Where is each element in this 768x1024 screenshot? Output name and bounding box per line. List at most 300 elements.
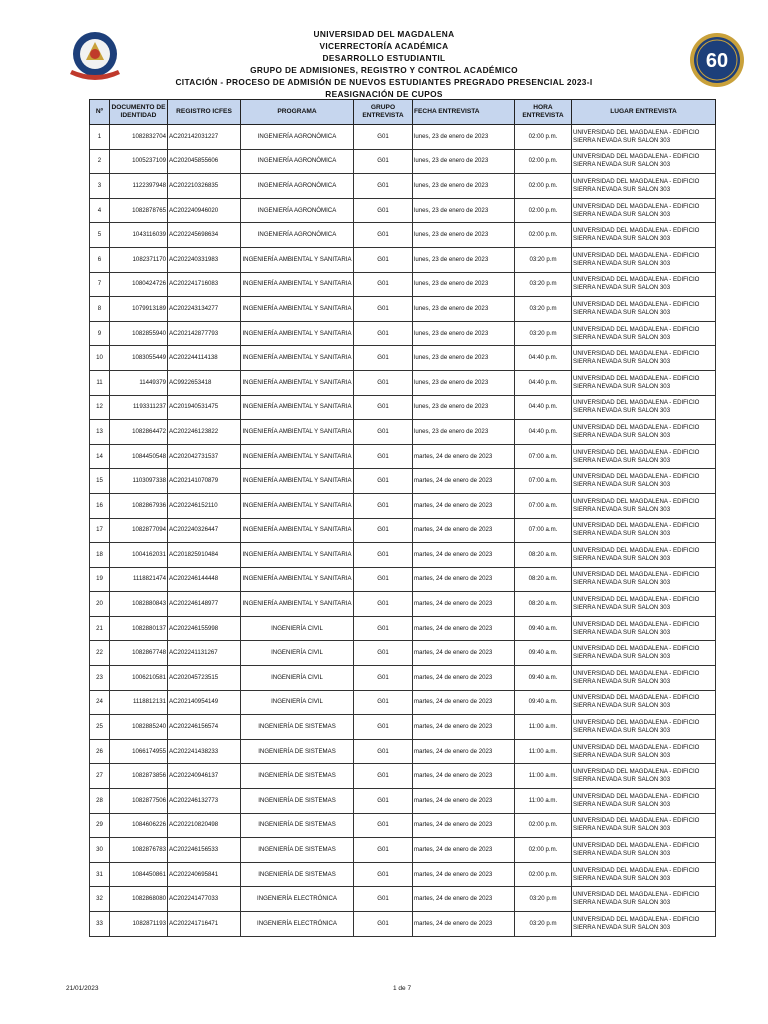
row-fecha: martes, 24 de enero de 2023 xyxy=(413,739,515,764)
row-lugar: UNIVERSIDAD DEL MAGDALENA - EDIFICIO SIERRA NEVADA SUR SALON 303 xyxy=(572,247,716,272)
row-documento: 1193311237 xyxy=(110,395,168,420)
row-number: 14 xyxy=(90,444,110,469)
table-row xyxy=(90,346,716,371)
row-number: 12 xyxy=(90,395,110,420)
row-documento: 1082880137 xyxy=(110,616,168,641)
row-hora: 02:00 p.m. xyxy=(515,125,572,150)
row-programa: INGENIERÍA AMBIENTAL Y SANITARIA xyxy=(241,518,354,543)
row-lugar: UNIVERSIDAD DEL MAGDALENA - EDIFICIO SIERRA NEVADA SUR SALON 303 xyxy=(572,125,716,150)
row-hora: 02:00 p.m. xyxy=(515,223,572,248)
row-fecha: martes, 24 de enero de 2023 xyxy=(413,789,515,814)
row-documento: 1118812131 xyxy=(110,690,168,715)
table-row xyxy=(90,149,716,174)
header-vicerrectoria: VICERRECTORÍA ACADÉMICA xyxy=(319,41,449,51)
row-programa: INGENIERÍA AGRONÓMICA xyxy=(241,149,354,174)
row-number: 33 xyxy=(90,912,110,937)
table-row xyxy=(90,444,716,469)
row-programa: INGENIERÍA CIVIL xyxy=(241,616,354,641)
row-registro: AC202142031227 xyxy=(168,125,241,150)
row-hora: 04:40 p.m. xyxy=(515,420,572,445)
row-registro: AC201940531475 xyxy=(168,395,241,420)
row-grupo: G01 xyxy=(354,789,413,814)
row-documento: 1082867748 xyxy=(110,641,168,666)
row-grupo: G01 xyxy=(354,518,413,543)
table-row xyxy=(90,543,716,568)
row-hora: 02:00 p.m. xyxy=(515,149,572,174)
row-registro: AC202210326835 xyxy=(168,174,241,199)
row-hora: 03:20 p.m xyxy=(515,912,572,937)
row-grupo: G01 xyxy=(354,543,413,568)
row-programa: INGENIERÍA DE SISTEMAS xyxy=(241,764,354,789)
table-body xyxy=(90,125,716,937)
row-number: 15 xyxy=(90,469,110,494)
row-lugar: UNIVERSIDAD DEL MAGDALENA - EDIFICIO SIERRA NEVADA SUR SALON 303 xyxy=(572,543,716,568)
row-hora: 04:40 p.m. xyxy=(515,346,572,371)
row-fecha: lunes, 23 de enero de 2023 xyxy=(413,125,515,150)
row-fecha: lunes, 23 de enero de 2023 xyxy=(413,370,515,395)
row-programa: INGENIERÍA AMBIENTAL Y SANITARIA xyxy=(241,469,354,494)
col-header-grupo: GRUPO ENTREVISTA xyxy=(354,100,413,125)
row-lugar: UNIVERSIDAD DEL MAGDALENA - EDIFICIO SIERRA NEVADA SUR SALON 303 xyxy=(572,420,716,445)
row-documento: 1066174955 xyxy=(110,739,168,764)
row-number: 9 xyxy=(90,321,110,346)
table-row xyxy=(90,862,716,887)
row-hora: 09:40 a.m. xyxy=(515,616,572,641)
row-documento: 1082876783 xyxy=(110,838,168,863)
row-number: 1 xyxy=(90,125,110,150)
row-lugar: UNIVERSIDAD DEL MAGDALENA - EDIFICIO SIERRA NEVADA SUR SALON 303 xyxy=(572,764,716,789)
row-registro: AC202241477033 xyxy=(168,887,241,912)
table-row xyxy=(90,297,716,322)
col-header-lugar: LUGAR ENTREVISTA xyxy=(572,100,716,125)
row-hora: 09:40 a.m. xyxy=(515,666,572,691)
row-number: 23 xyxy=(90,666,110,691)
row-grupo: G01 xyxy=(354,297,413,322)
row-fecha: martes, 24 de enero de 2023 xyxy=(413,616,515,641)
row-fecha: lunes, 23 de enero de 2023 xyxy=(413,272,515,297)
table-row xyxy=(90,789,716,814)
row-lugar: UNIVERSIDAD DEL MAGDALENA - EDIFICIO SIERRA NEVADA SUR SALON 303 xyxy=(572,321,716,346)
row-documento: 1082877094 xyxy=(110,518,168,543)
col-header-hora: HORA ENTREVISTA xyxy=(515,100,572,125)
table-row xyxy=(90,912,716,937)
table-row xyxy=(90,247,716,272)
row-fecha: lunes, 23 de enero de 2023 xyxy=(413,174,515,199)
row-lugar: UNIVERSIDAD DEL MAGDALENA - EDIFICIO SIERRA NEVADA SUR SALON 303 xyxy=(572,739,716,764)
row-registro: AC202246132773 xyxy=(168,789,241,814)
row-hora: 02:00 p.m. xyxy=(515,838,572,863)
row-lugar: UNIVERSIDAD DEL MAGDALENA - EDIFICIO SIERRA NEVADA SUR SALON 303 xyxy=(572,616,716,641)
row-hora: 11:00 a.m. xyxy=(515,789,572,814)
row-lugar: UNIVERSIDAD DEL MAGDALENA - EDIFICIO SIERRA NEVADA SUR SALON 303 xyxy=(572,272,716,297)
row-programa: INGENIERÍA DE SISTEMAS xyxy=(241,862,354,887)
row-programa: INGENIERÍA CIVIL xyxy=(241,690,354,715)
row-grupo: G01 xyxy=(354,493,413,518)
row-documento: 1005237109 xyxy=(110,149,168,174)
row-hora: 02:00 p.m. xyxy=(515,862,572,887)
row-lugar: UNIVERSIDAD DEL MAGDALENA - EDIFICIO SIERRA NEVADA SUR SALON 303 xyxy=(572,567,716,592)
row-grupo: G01 xyxy=(354,912,413,937)
row-fecha: lunes, 23 de enero de 2023 xyxy=(413,395,515,420)
row-fecha: martes, 24 de enero de 2023 xyxy=(413,444,515,469)
row-lugar: UNIVERSIDAD DEL MAGDALENA - EDIFICIO SIERRA NEVADA SUR SALON 303 xyxy=(572,149,716,174)
row-grupo: G01 xyxy=(354,567,413,592)
row-programa: INGENIERÍA AMBIENTAL Y SANITARIA xyxy=(241,567,354,592)
row-number: 10 xyxy=(90,346,110,371)
row-registro: AC202241716083 xyxy=(168,272,241,297)
footer-date: 21/01/2023 xyxy=(66,985,99,992)
row-grupo: G01 xyxy=(354,469,413,494)
row-registro: AC9922653418 xyxy=(168,370,241,395)
row-documento: 11449379 xyxy=(110,370,168,395)
header-reasignacion: REASIGNACIÓN DE CUPOS xyxy=(325,89,443,99)
row-number: 31 xyxy=(90,862,110,887)
row-lugar: UNIVERSIDAD DEL MAGDALENA - EDIFICIO SIERRA NEVADA SUR SALON 303 xyxy=(572,715,716,740)
row-registro: AC202240695841 xyxy=(168,862,241,887)
row-programa: INGENIERÍA AMBIENTAL Y SANITARIA xyxy=(241,272,354,297)
row-lugar: UNIVERSIDAD DEL MAGDALENA - EDIFICIO SIERRA NEVADA SUR SALON 303 xyxy=(572,690,716,715)
row-registro: AC202246152110 xyxy=(168,493,241,518)
table-row xyxy=(90,690,716,715)
col-header-numero: Nº xyxy=(90,100,110,125)
row-number: 28 xyxy=(90,789,110,814)
row-documento: 1082871193 xyxy=(110,912,168,937)
row-fecha: martes, 24 de enero de 2023 xyxy=(413,887,515,912)
row-programa: INGENIERÍA AGRONÓMICA xyxy=(241,174,354,199)
row-grupo: G01 xyxy=(354,862,413,887)
row-fecha: martes, 24 de enero de 2023 xyxy=(413,567,515,592)
row-number: 21 xyxy=(90,616,110,641)
row-programa: INGENIERÍA AGRONÓMICA xyxy=(241,125,354,150)
row-lugar: UNIVERSIDAD DEL MAGDALENA - EDIFICIO SIERRA NEVADA SUR SALON 303 xyxy=(572,174,716,199)
row-lugar: UNIVERSIDAD DEL MAGDALENA - EDIFICIO SIERRA NEVADA SUR SALON 303 xyxy=(572,862,716,887)
row-grupo: G01 xyxy=(354,592,413,617)
row-hora: 07:00 a.m. xyxy=(515,444,572,469)
table-row xyxy=(90,174,716,199)
row-registro: AC202141070879 xyxy=(168,469,241,494)
header-university: UNIVERSIDAD DEL MAGDALENA xyxy=(313,29,455,39)
row-hora: 03:20 p.m xyxy=(515,887,572,912)
row-programa: INGENIERÍA DE SISTEMAS xyxy=(241,789,354,814)
col-header-programa: PROGRAMA xyxy=(241,100,354,125)
row-programa: INGENIERÍA DE SISTEMAS xyxy=(241,813,354,838)
row-fecha: martes, 24 de enero de 2023 xyxy=(413,641,515,666)
row-grupo: G01 xyxy=(354,174,413,199)
row-hora: 02:00 p.m. xyxy=(515,174,572,199)
col-header-documento: DOCUMENTO DE IDENTIDAD xyxy=(110,100,168,125)
table-row xyxy=(90,370,716,395)
row-registro: AC202240331983 xyxy=(168,247,241,272)
row-fecha: lunes, 23 de enero de 2023 xyxy=(413,198,515,223)
row-fecha: lunes, 23 de enero de 2023 xyxy=(413,297,515,322)
row-documento: 1103097338 xyxy=(110,469,168,494)
row-grupo: G01 xyxy=(354,125,413,150)
row-lugar: UNIVERSIDAD DEL MAGDALENA - EDIFICIO SIERRA NEVADA SUR SALON 303 xyxy=(572,838,716,863)
row-programa: INGENIERÍA DE SISTEMAS xyxy=(241,715,354,740)
row-lugar: UNIVERSIDAD DEL MAGDALENA - EDIFICIO SIERRA NEVADA SUR SALON 303 xyxy=(572,444,716,469)
row-documento: 1082868080 xyxy=(110,887,168,912)
row-documento: 1006210581 xyxy=(110,666,168,691)
row-grupo: G01 xyxy=(354,370,413,395)
row-lugar: UNIVERSIDAD DEL MAGDALENA - EDIFICIO SIERRA NEVADA SUR SALON 303 xyxy=(572,297,716,322)
row-documento: 1118821474 xyxy=(110,567,168,592)
row-number: 4 xyxy=(90,198,110,223)
table-row xyxy=(90,469,716,494)
row-fecha: martes, 24 de enero de 2023 xyxy=(413,764,515,789)
row-registro: AC202140954149 xyxy=(168,690,241,715)
row-documento: 1082880843 xyxy=(110,592,168,617)
row-grupo: G01 xyxy=(354,739,413,764)
row-grupo: G01 xyxy=(354,715,413,740)
row-registro: AC201825910484 xyxy=(168,543,241,568)
row-documento: 1084450861 xyxy=(110,862,168,887)
row-number: 16 xyxy=(90,493,110,518)
table-row xyxy=(90,592,716,617)
table-row xyxy=(90,641,716,666)
row-lugar: UNIVERSIDAD DEL MAGDALENA - EDIFICIO SIERRA NEVADA SUR SALON 303 xyxy=(572,370,716,395)
row-fecha: martes, 24 de enero de 2023 xyxy=(413,518,515,543)
header-grupo: GRUPO DE ADMISIONES, REGISTRO Y CONTROL ACADÉMICO xyxy=(250,65,518,75)
row-hora: 07:00 a.m. xyxy=(515,469,572,494)
row-number: 13 xyxy=(90,420,110,445)
row-programa: INGENIERÍA AMBIENTAL Y SANITARIA xyxy=(241,370,354,395)
row-hora: 11:00 a.m. xyxy=(515,715,572,740)
row-fecha: martes, 24 de enero de 2023 xyxy=(413,862,515,887)
row-lugar: UNIVERSIDAD DEL MAGDALENA - EDIFICIO SIERRA NEVADA SUR SALON 303 xyxy=(572,395,716,420)
row-grupo: G01 xyxy=(354,887,413,912)
row-registro: AC202045723515 xyxy=(168,666,241,691)
row-hora: 03:20 p.m xyxy=(515,321,572,346)
row-fecha: martes, 24 de enero de 2023 xyxy=(413,690,515,715)
row-hora: 03:20 p.m xyxy=(515,297,572,322)
row-registro: AC202246144448 xyxy=(168,567,241,592)
row-lugar: UNIVERSIDAD DEL MAGDALENA - EDIFICIO SIERRA NEVADA SUR SALON 303 xyxy=(572,641,716,666)
row-number: 20 xyxy=(90,592,110,617)
row-grupo: G01 xyxy=(354,838,413,863)
row-programa: INGENIERÍA AMBIENTAL Y SANITARIA xyxy=(241,395,354,420)
table-row xyxy=(90,764,716,789)
row-number: 29 xyxy=(90,813,110,838)
row-programa: INGENIERÍA AMBIENTAL Y SANITARIA xyxy=(241,346,354,371)
row-registro: AC202210820498 xyxy=(168,813,241,838)
row-grupo: G01 xyxy=(354,247,413,272)
footer-page-number: 1 de 7 xyxy=(393,985,412,992)
header-citacion: CITACIÓN - PROCESO DE ADMISIÓN DE NUEVOS ESTUDIANTES PREGRADO PRESENCIAL 2023-I xyxy=(175,77,593,87)
logo-60-text: 60 xyxy=(705,50,729,72)
row-hora: 08:20 a.m. xyxy=(515,567,572,592)
row-number: 5 xyxy=(90,223,110,248)
row-programa: INGENIERÍA DE SISTEMAS xyxy=(241,739,354,764)
row-number: 32 xyxy=(90,887,110,912)
table-row xyxy=(90,395,716,420)
row-grupo: G01 xyxy=(354,666,413,691)
row-registro: AC202241438233 xyxy=(168,739,241,764)
row-number: 6 xyxy=(90,247,110,272)
row-hora: 09:40 a.m. xyxy=(515,690,572,715)
row-number: 27 xyxy=(90,764,110,789)
table-row xyxy=(90,493,716,518)
row-documento: 1004162031 xyxy=(110,543,168,568)
row-fecha: lunes, 23 de enero de 2023 xyxy=(413,321,515,346)
row-fecha: lunes, 23 de enero de 2023 xyxy=(413,346,515,371)
col-header-fecha: FECHA ENTREVISTA xyxy=(413,100,515,125)
row-documento: 1043116039 xyxy=(110,223,168,248)
row-documento: 1082867936 xyxy=(110,493,168,518)
row-registro: AC202246156533 xyxy=(168,838,241,863)
row-documento: 1082855940 xyxy=(110,321,168,346)
row-documento: 1082864472 xyxy=(110,420,168,445)
row-fecha: lunes, 23 de enero de 2023 xyxy=(413,247,515,272)
row-documento: 1082877506 xyxy=(110,789,168,814)
row-lugar: UNIVERSIDAD DEL MAGDALENA - EDIFICIO SIERRA NEVADA SUR SALON 303 xyxy=(572,493,716,518)
row-hora: 07:00 a.m. xyxy=(515,493,572,518)
row-grupo: G01 xyxy=(354,321,413,346)
row-hora: 09:40 a.m. xyxy=(515,641,572,666)
row-programa: INGENIERÍA AMBIENTAL Y SANITARIA xyxy=(241,247,354,272)
row-lugar: UNIVERSIDAD DEL MAGDALENA - EDIFICIO SIERRA NEVADA SUR SALON 303 xyxy=(572,223,716,248)
row-programa: INGENIERÍA AMBIENTAL Y SANITARIA xyxy=(241,493,354,518)
row-registro: AC202245698634 xyxy=(168,223,241,248)
row-fecha: martes, 24 de enero de 2023 xyxy=(413,838,515,863)
row-fecha: martes, 24 de enero de 2023 xyxy=(413,592,515,617)
row-hora: 07:00 a.m. xyxy=(515,518,572,543)
row-programa: INGENIERÍA AMBIENTAL Y SANITARIA xyxy=(241,444,354,469)
table-row xyxy=(90,272,716,297)
row-fecha: martes, 24 de enero de 2023 xyxy=(413,715,515,740)
row-number: 19 xyxy=(90,567,110,592)
row-registro: AC202240946137 xyxy=(168,764,241,789)
row-registro: AC202045855606 xyxy=(168,149,241,174)
row-hora: 03:20 p.m xyxy=(515,272,572,297)
row-grupo: G01 xyxy=(354,223,413,248)
row-programa: INGENIERÍA ELECTRÓNICA xyxy=(241,887,354,912)
table-row xyxy=(90,198,716,223)
row-number: 7 xyxy=(90,272,110,297)
row-lugar: UNIVERSIDAD DEL MAGDALENA - EDIFICIO SIERRA NEVADA SUR SALON 303 xyxy=(572,198,716,223)
row-grupo: G01 xyxy=(354,444,413,469)
row-lugar: UNIVERSIDAD DEL MAGDALENA - EDIFICIO SIERRA NEVADA SUR SALON 303 xyxy=(572,469,716,494)
row-registro: AC202246155998 xyxy=(168,616,241,641)
row-hora: 02:00 p.m. xyxy=(515,198,572,223)
row-hora: 08:20 a.m. xyxy=(515,543,572,568)
row-number: 26 xyxy=(90,739,110,764)
row-documento: 1082832704 xyxy=(110,125,168,150)
table-row xyxy=(90,223,716,248)
row-registro: AC202240326447 xyxy=(168,518,241,543)
row-fecha: martes, 24 de enero de 2023 xyxy=(413,666,515,691)
row-documento: 1079913189 xyxy=(110,297,168,322)
row-programa: INGENIERÍA AMBIENTAL Y SANITARIA xyxy=(241,321,354,346)
row-lugar: UNIVERSIDAD DEL MAGDALENA - EDIFICIO SIERRA NEVADA SUR SALON 303 xyxy=(572,518,716,543)
row-hora: 08:20 a.m. xyxy=(515,592,572,617)
header-desarrollo: DESARROLLO ESTUDIANTIL xyxy=(322,53,446,63)
row-hora: 02:00 p.m. xyxy=(515,813,572,838)
document-header xyxy=(0,28,768,100)
table-row xyxy=(90,420,716,445)
row-fecha: lunes, 23 de enero de 2023 xyxy=(413,223,515,248)
row-number: 25 xyxy=(90,715,110,740)
row-programa: INGENIERÍA AGRONÓMICA xyxy=(241,198,354,223)
row-lugar: UNIVERSIDAD DEL MAGDALENA - EDIFICIO SIERRA NEVADA SUR SALON 303 xyxy=(572,592,716,617)
table-row xyxy=(90,813,716,838)
row-grupo: G01 xyxy=(354,198,413,223)
table-row xyxy=(90,616,716,641)
row-grupo: G01 xyxy=(354,346,413,371)
row-lugar: UNIVERSIDAD DEL MAGDALENA - EDIFICIO SIERRA NEVADA SUR SALON 303 xyxy=(572,813,716,838)
row-documento: 1082371170 xyxy=(110,247,168,272)
row-number: 22 xyxy=(90,641,110,666)
citation-table xyxy=(89,99,716,937)
row-programa: INGENIERÍA AMBIENTAL Y SANITARIA xyxy=(241,297,354,322)
row-lugar: UNIVERSIDAD DEL MAGDALENA - EDIFICIO SIERRA NEVADA SUR SALON 303 xyxy=(572,789,716,814)
row-grupo: G01 xyxy=(354,420,413,445)
row-programa: INGENIERÍA CIVIL xyxy=(241,666,354,691)
row-programa: INGENIERÍA AMBIENTAL Y SANITARIA xyxy=(241,592,354,617)
row-number: 24 xyxy=(90,690,110,715)
row-registro: AC202246123822 xyxy=(168,420,241,445)
row-grupo: G01 xyxy=(354,764,413,789)
row-documento: 1082873856 xyxy=(110,764,168,789)
row-registro: AC202240946020 xyxy=(168,198,241,223)
row-number: 17 xyxy=(90,518,110,543)
row-registro: AC202246148977 xyxy=(168,592,241,617)
row-documento: 1084606226 xyxy=(110,813,168,838)
row-number: 18 xyxy=(90,543,110,568)
row-programa: INGENIERÍA AMBIENTAL Y SANITARIA xyxy=(241,543,354,568)
row-lugar: UNIVERSIDAD DEL MAGDALENA - EDIFICIO SIERRA NEVADA SUR SALON 303 xyxy=(572,346,716,371)
row-documento: 1083055449 xyxy=(110,346,168,371)
row-number: 8 xyxy=(90,297,110,322)
row-number: 2 xyxy=(90,149,110,174)
row-number: 11 xyxy=(90,370,110,395)
row-number: 30 xyxy=(90,838,110,863)
row-registro: AC202246156574 xyxy=(168,715,241,740)
table-row xyxy=(90,125,716,150)
row-programa: INGENIERÍA DE SISTEMAS xyxy=(241,838,354,863)
row-hora: 04:40 p.m. xyxy=(515,370,572,395)
table-row xyxy=(90,321,716,346)
row-lugar: UNIVERSIDAD DEL MAGDALENA - EDIFICIO SIERRA NEVADA SUR SALON 303 xyxy=(572,887,716,912)
row-grupo: G01 xyxy=(354,690,413,715)
row-hora: 04:40 p.m. xyxy=(515,395,572,420)
row-registro: AC202142877793 xyxy=(168,321,241,346)
row-hora: 11:00 a.m. xyxy=(515,764,572,789)
table-header-row xyxy=(90,100,716,125)
table-row xyxy=(90,739,716,764)
table-row xyxy=(90,567,716,592)
col-header-registro: REGISTRO ICFES xyxy=(168,100,241,125)
table-row xyxy=(90,838,716,863)
row-programa: INGENIERÍA AGRONÓMICA xyxy=(241,223,354,248)
row-hora: 11:00 a.m. xyxy=(515,739,572,764)
row-documento: 1084450548 xyxy=(110,444,168,469)
table-row xyxy=(90,666,716,691)
row-grupo: G01 xyxy=(354,272,413,297)
row-fecha: martes, 24 de enero de 2023 xyxy=(413,813,515,838)
row-fecha: lunes, 23 de enero de 2023 xyxy=(413,149,515,174)
row-registro: AC202042731537 xyxy=(168,444,241,469)
row-fecha: martes, 24 de enero de 2023 xyxy=(413,469,515,494)
row-number: 3 xyxy=(90,174,110,199)
row-programa: INGENIERÍA AMBIENTAL Y SANITARIA xyxy=(241,420,354,445)
row-registro: AC202244114138 xyxy=(168,346,241,371)
row-grupo: G01 xyxy=(354,641,413,666)
row-documento: 1082885240 xyxy=(110,715,168,740)
row-documento: 1082878765 xyxy=(110,198,168,223)
row-programa: INGENIERÍA CIVIL xyxy=(241,641,354,666)
row-grupo: G01 xyxy=(354,395,413,420)
table-row xyxy=(90,715,716,740)
